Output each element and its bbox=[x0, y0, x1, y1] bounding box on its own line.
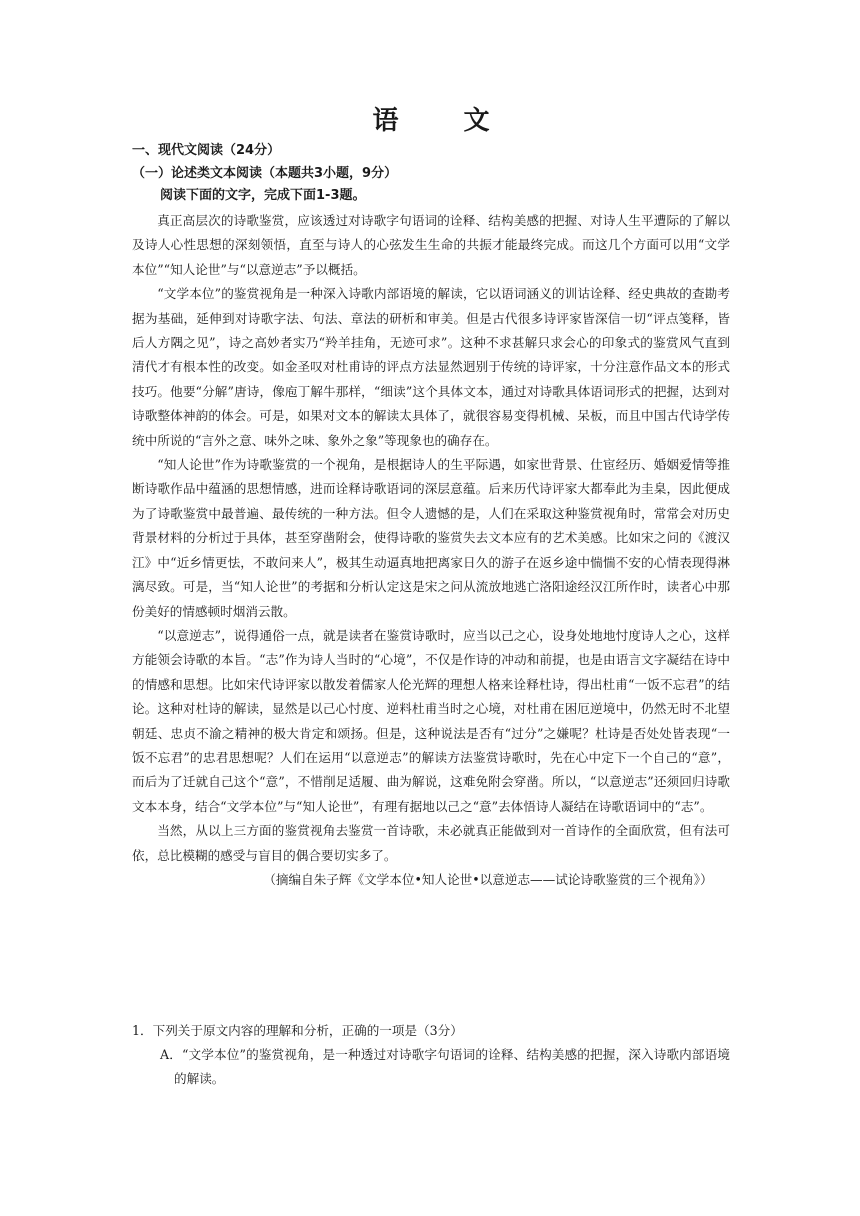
question-stem: 1．下列关于原文内容的理解和分析，正确的一项是（3分） bbox=[132, 1023, 463, 1038]
passage-paragraph-2: “文学本位”的鉴赏视角是一种深入诗歌内部语境的解读，它以语词涵义的训诂诠释、经史典故的查勘考据为基础，延伸到对诗歌字法、句法、章法的研析和审美。但是古代很多诗评家皆深信一切“评点笺释，皆后人方隅之见”，诗之高妙者实乃“羚羊挂角，无迹可求”。这种不求甚解只求会心的印象式的鉴赏风气直到清代才有根本性的改变。如金圣叹对杜甫诗的评点方法显然迥别于传统的诗评家，十分注意作品文本的形式技巧。他要“分解”唐诗，像庖丁解牛那样，“细读”这个具体文本，通过对诗歌具体语词形式的把握，达到对诗歌整体神韵的体会。可是，如果对文本的解读太具体了，就很容易变得机械、呆板，而且中国古代诗学传统中所说的“言外之意、味外之味、象外之象”等现象也的确存在。 bbox=[132, 286, 730, 448]
section-heading-argumentative-text: （一）论述类文本阅读（本题共3小题，9分） bbox=[132, 166, 398, 181]
passage bbox=[132, 209, 730, 892]
question-option-a: A．“文学本位”的鉴赏视角，是一种透过对诗歌字句语词的诠释、结构美感的把握，深入诗歌内部语境的解读。 bbox=[160, 1047, 730, 1086]
page-title: 语 文 bbox=[372, 106, 518, 136]
passage-paragraph-3: “知人论世”作为诗歌鉴赏的一个视角，是根据诗人的生平际遇，如家世背景、仕宦经历、婚姻爱情等推断诗歌作品中蕴涵的思想情感，进而诠释诗歌语词的深层意蕴。后来历代诗评家大都奉此为圭臬，因此便成为了诗歌鉴赏中最普遍、最传统的一种方法。但令人遗憾的是，人们在采取这种鉴赏视角时，常常会对历史背景材料的分析过于具体，甚至穿凿附会，使得诗歌的鉴赏失去文本应有的艺术美感。比如宋之问的《渡汉江》中“近乡情更怯，不敢问来人”，极其生动逼真地把离家日久的游子在返乡途中惴惴不安的心情表现得淋漓尽致。可是，当“知人论世”的考据和分析认定这是宋之问从流放地逃亡洛阳途经汉江所作时，读者心中那份美好的情感顿时烟消云散。 bbox=[132, 457, 730, 619]
question-1 bbox=[132, 1019, 730, 1091]
passage-paragraph-1: 真正高层次的诗歌鉴赏，应该透过对诗歌字句语词的诠释、结构美感的把握、对诗人生平遭际的了解以及诗人心性思想的深刻领悟，直至与诗人的心弦发生生命的共振才能最终完成。而这几个方面可以用“文学本位”“知人论世”与“以意逆志”予以概括。 bbox=[132, 213, 730, 277]
section-heading-modern-reading: 一、现代文阅读（24分） bbox=[132, 143, 281, 158]
passage-paragraph-4: “以意逆志”，说得通俗一点，就是读者在鉴赏诗歌时，应当以己之心，设身处地地忖度诗人之心，这样方能领会诗歌的本旨。“志”作为诗人当时的“心境”，不仅是作诗的冲动和前提，也是由语言文字凝结在诗中的情感和思想。比如宋代诗评家以散发着儒家人伦光辉的理想人格来诠释杜诗，得出杜甫“一饭不忘君”的结论。这种对杜诗的解读，显然是以己心忖度、逆料杜甫当时之心境，对杜甫在困厄逆境中，仍然无时不北望朝廷、忠贞不渝之精神的极大肯定和颂扬。但是，这种说法是否有“过分”之嫌呢？杜诗是否处处皆表现“一饭不忘君”的忠君思想呢？人们在运用“以意逆志”的解读方法鉴赏诗歌时，先在心中定下一个自己的“意”，而后为了迁就自己这个“意”，不惜削足适履、曲为解说，这难免附会穿凿。所以，“以意逆志”还须回归诗歌文本本身，结合“文学本位”与“知人论世”，有理有据地以己之“意”去体悟诗人凝结在诗歌语词中的“志”。 bbox=[132, 627, 730, 814]
passage-paragraph-5: 当然，从以上三方面的鉴赏视角去鉴赏一首诗歌，未必就真正能做到对一首诗作的全面欣赏，但有法可依，总比模糊的感受与盲目的偶合要切实多了。 bbox=[132, 823, 730, 863]
reading-instruction: 阅读下面的文字，完成下面1-3题。 bbox=[160, 188, 366, 203]
passage-source: （摘编自朱子辉《文学本位•知人论世•以意逆志——试论诗歌鉴赏的三个视角》） bbox=[263, 871, 713, 887]
